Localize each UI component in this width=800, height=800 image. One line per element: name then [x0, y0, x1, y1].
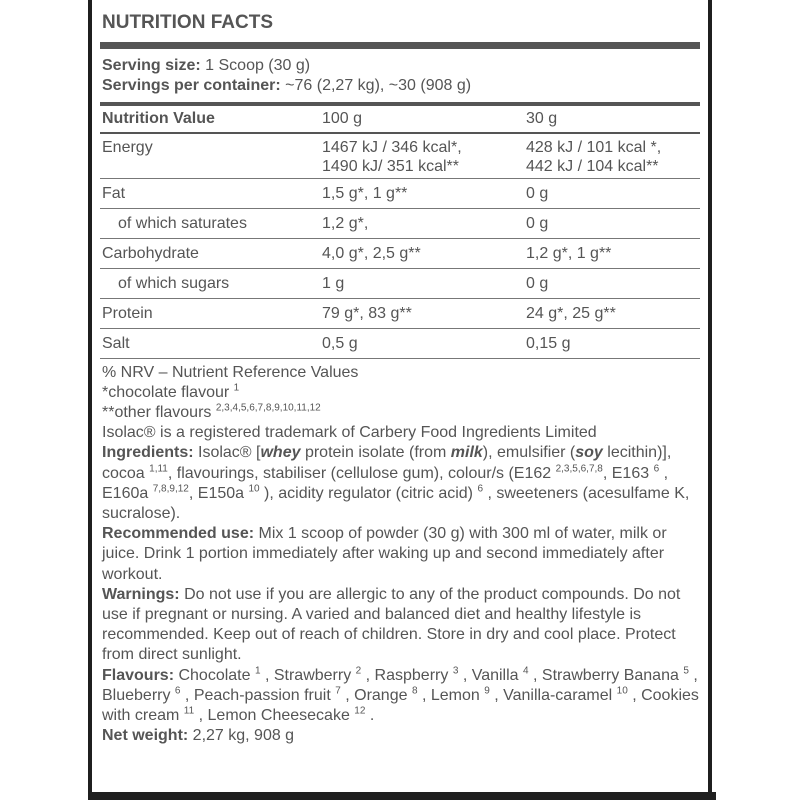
flavour-name: , Raspberry	[361, 666, 453, 684]
ingredients-label: Ingredients:	[102, 444, 194, 462]
footnote-ref: 2,3,5,6,7,8	[555, 463, 603, 475]
ingredients-text: ), emulsifier (	[482, 444, 576, 462]
value-100g: 1,2 g*,	[322, 208, 526, 238]
footnote-ref: 10	[616, 685, 628, 697]
value-30g: 0,15 g	[526, 328, 700, 358]
table-row	[100, 328, 700, 358]
bottom-border	[92, 792, 716, 800]
other-note-text: **other flavours	[102, 403, 212, 421]
right-margin	[712, 0, 800, 800]
flavour-name: , Strawberry	[260, 666, 356, 684]
value-100g: 4,0 g*, 2,5 g**	[322, 238, 526, 268]
table-row	[100, 208, 700, 238]
nutrient-name: Fat	[100, 178, 322, 208]
flavour-name: , Lemon Cheesecake	[194, 706, 355, 724]
ingredients	[102, 443, 700, 524]
nutrition-label	[88, 0, 712, 800]
trademark-note: Isolac® is a registered trademark of Carbery Food Ingredients Limited	[102, 424, 597, 442]
value-30g: 24 g*, 25 g**	[526, 298, 700, 328]
net-weight-value: 2,27 kg, 908 g	[188, 727, 295, 745]
value-30g: 0 g	[526, 178, 700, 208]
chocolate-note-text: *chocolate flavour	[102, 383, 230, 401]
header-nutrient: Nutrition Value	[100, 106, 322, 133]
footnote-ref: 12	[354, 705, 366, 717]
flavour-name: Chocolate	[174, 666, 255, 684]
allergen-whey: whey	[260, 444, 301, 462]
ingredients-text: , sweeteners (acesulfame K, sucralose).	[102, 484, 690, 522]
footnote-ref: 7	[335, 685, 341, 697]
footnote-ref: 5	[683, 665, 689, 677]
serving-size-value: 1 Scoop (30 g)	[200, 57, 311, 74]
nutrient-name: of which sugars	[100, 268, 322, 298]
flavour-name: , Cookies with cream	[102, 686, 699, 724]
servings-per-value: ~76 (2,27 kg), ~30 (908 g)	[280, 77, 472, 94]
footnote-ref: 11	[183, 705, 195, 717]
other-flavours-note	[102, 403, 700, 423]
ingredients-text: ), acidity regulator (citric acid)	[259, 484, 478, 502]
warnings	[102, 585, 700, 666]
ingredients-text: , E163	[602, 464, 654, 482]
thick-rule	[100, 42, 700, 49]
footnote-ref: 4	[523, 665, 529, 677]
value-30g: 1,2 g*, 1 g**	[526, 238, 700, 268]
table-row	[100, 268, 700, 298]
flavour-name: , Vanilla-caramel	[489, 686, 617, 704]
flavours-list	[102, 667, 699, 724]
net-weight	[102, 726, 700, 746]
value-30g: 0 g	[526, 208, 700, 238]
flavour-name: , Peach-passion fruit	[180, 686, 336, 704]
nutrient-name: Salt	[100, 328, 322, 358]
value-line: 442 kJ / 104 kcal**	[526, 158, 659, 175]
flavours-label: Flavours:	[102, 666, 175, 684]
value-100g	[322, 133, 526, 178]
serving-size	[100, 56, 700, 76]
net-weight-label: Net weight:	[102, 727, 189, 745]
nrv-note: % NRV – Nutrient Reference Values	[102, 363, 359, 381]
servings-per-container	[100, 76, 700, 96]
table-row	[100, 298, 700, 328]
left-margin	[0, 0, 88, 800]
footnote-ref: 6	[653, 463, 660, 475]
footnote-ref: 2,3,4,5,6,7,8,9,10,11,12	[215, 402, 321, 414]
table-row	[100, 133, 700, 178]
header-30g: 30 g	[526, 106, 700, 133]
chocolate-note	[102, 383, 700, 403]
recommended-use-text: Mix 1 scoop of powder (30 g) with 300 ml of water, milk or juice. Drink 1 portion immediately after waking up and second immediately after workout.	[102, 525, 667, 583]
recommended-use	[102, 524, 700, 585]
nutrient-name: Protein	[100, 298, 322, 328]
value-100g: 1,5 g*, 1 g**	[322, 178, 526, 208]
flavour-name: , Blueberry	[102, 666, 698, 704]
nutrition-table	[100, 106, 700, 359]
flavours-end: .	[365, 706, 375, 724]
footnote-ref: 6	[174, 685, 181, 697]
value-line: 1467 kJ / 346 kcal*,	[322, 139, 462, 156]
table-row	[100, 238, 700, 268]
nutrient-name: of which saturates	[100, 208, 322, 238]
flavour-name: , Strawberry Banana	[528, 666, 684, 684]
ingredients-text: Isolac® [	[193, 444, 261, 462]
footnote-ref: 2	[355, 665, 362, 677]
header-100g: 100 g	[322, 106, 526, 133]
serving-size-label: Serving size:	[102, 57, 201, 74]
ingredients-text: protein isolate (from	[300, 444, 451, 462]
footnote-ref: 9	[484, 685, 490, 697]
ingredients-text: , E150a	[188, 484, 249, 502]
flavour-name: , Vanilla	[458, 666, 523, 684]
recommended-use-label: Recommended use:	[102, 525, 255, 543]
footnote-ref: 10	[248, 483, 260, 495]
footnote-ref: 1,11	[149, 463, 168, 475]
label-title: NUTRITION FACTS	[102, 12, 273, 33]
warnings-label: Warnings:	[102, 585, 180, 603]
warnings-text: Do not use if you are allergic to any of the product compounds. Do not use if pregnant or nursing. A varied and balanced diet and healthy lifestyle is recommended. Keep out of reach of children. Store in dry and cool place. Protect from direct sunlight.	[102, 585, 681, 664]
footnote-ref: 7,8,9,12	[152, 483, 189, 495]
footnote-ref: 6	[477, 483, 484, 495]
allergen-milk: milk	[450, 444, 483, 462]
value-line: 428 kJ / 101 kcal *,	[526, 139, 662, 156]
value-100g: 79 g*, 83 g**	[322, 298, 526, 328]
footnote-ref: 1	[233, 382, 240, 394]
ingredients-text: , E160a	[102, 464, 669, 502]
table-header-row	[100, 106, 700, 133]
allergen-soy: soy	[575, 444, 603, 462]
nutrient-name: Carbohydrate	[100, 238, 322, 268]
value-100g: 1 g	[322, 268, 526, 298]
flavour-name: , Orange	[340, 686, 412, 704]
footnote-ref: 1	[254, 665, 261, 677]
table-row	[100, 178, 700, 208]
ingredients-text: lecithin)], cocoa	[102, 444, 672, 482]
value-30g: 0 g	[526, 268, 700, 298]
value-30g	[526, 133, 700, 178]
flavours	[102, 666, 700, 727]
flavour-name: , Lemon	[417, 686, 485, 704]
servings-per-label: Servings per container:	[102, 77, 281, 94]
footnote-ref: 3	[452, 665, 459, 677]
footnote-ref: 8	[411, 685, 418, 697]
nutrient-name: Energy	[100, 133, 322, 178]
value-line: 1490 kJ/ 351 kcal**	[322, 158, 459, 175]
value-100g: 0,5 g	[322, 328, 526, 358]
label-notes	[100, 359, 700, 747]
ingredients-text: , flavourings, stabiliser (cellulose gum), colour/s (E162	[167, 464, 556, 482]
